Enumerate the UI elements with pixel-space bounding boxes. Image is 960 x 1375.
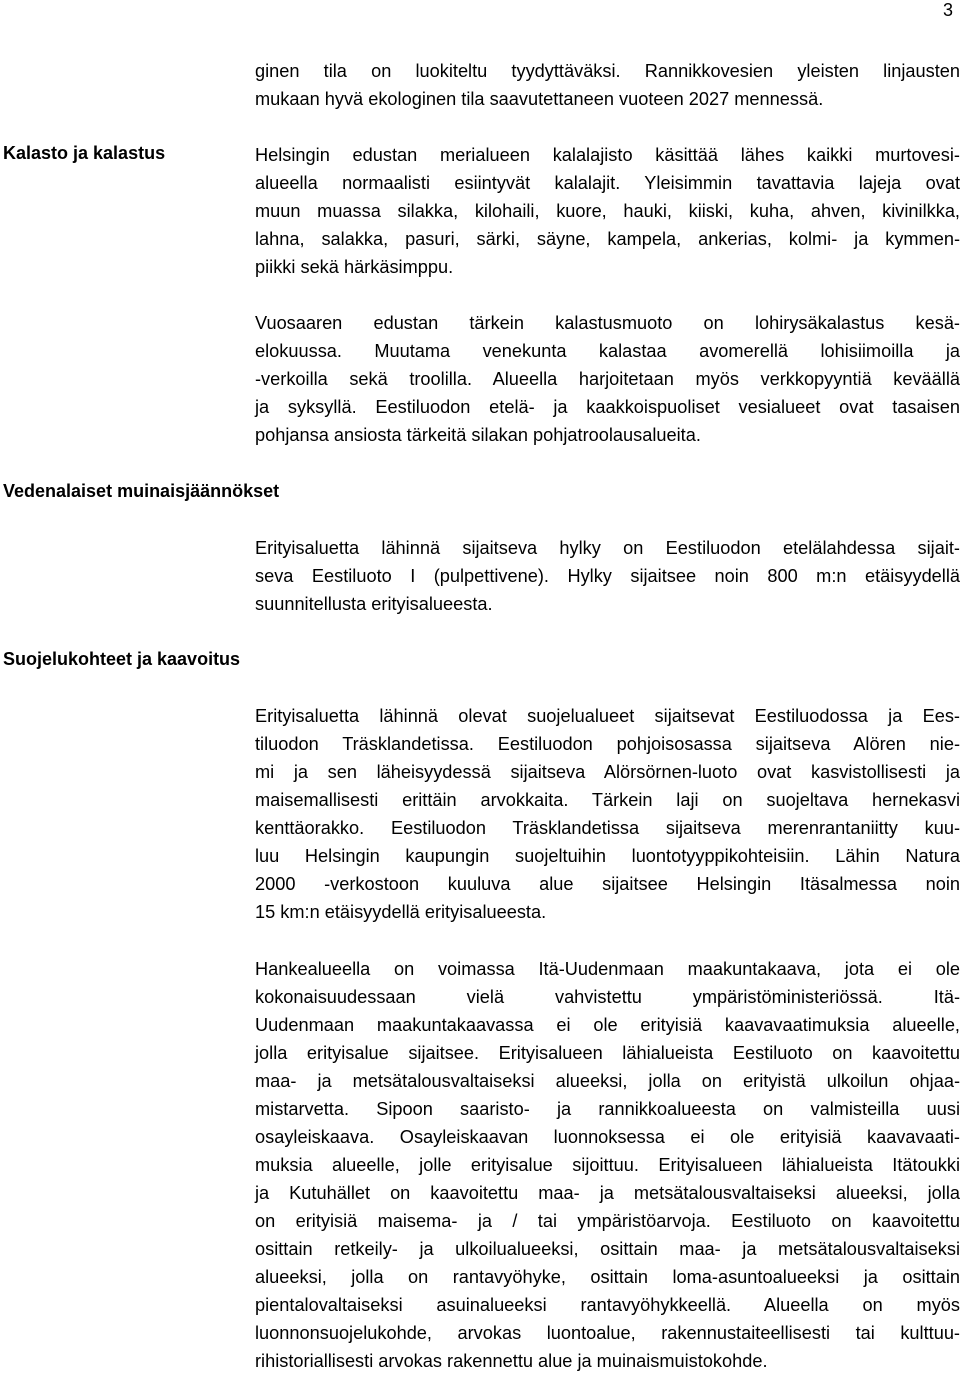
- text-line: piikki sekä härkäsimppu.: [255, 257, 454, 277]
- text-line: seva Eestiluoto I (pulpettivene). Hylky sijaitsee noin 800 m:n etäisyydellä: [255, 566, 960, 586]
- text-line: luu Helsingin kaupungin suojeltuihin luontotyyppikohteisiin. Lähin Natura: [255, 846, 960, 866]
- text-line: Erityisaluetta lähinnä olevat suojelualueet sijaitsevat Eestiluodossa ja Ees-: [255, 706, 960, 726]
- text-line: jolla erityisalue sijaitsee. Erityisalueen lähialueista Eestiluoto on kaavoitettu: [255, 1043, 960, 1063]
- text-line: suunnitellusta erityisalueesta.: [255, 594, 493, 614]
- text-line: maa- ja metsätalousvaltaiseksi alueeksi, jolla on erityistä ulkoilun ohjaa-: [255, 1071, 960, 1091]
- text-line: mi ja sen läheisyydessä sijaitseva Alörsörnen-luoto ovat kasvistollisesti ja: [255, 762, 960, 782]
- text-line: kokonaisuudessaan vielä vahvistettu ympäristöministeriössä. Itä-: [255, 987, 960, 1007]
- text-line: lahna, salakka, pasuri, särki, säyne, kampela, ankerias, kolmi- ja kymmen-: [255, 229, 960, 249]
- text-line: elokuussa. Muutama venekunta kalastaa avomerellä lohisiimoilla ja: [255, 341, 960, 361]
- text-line: on erityisiä maisema- ja / tai ympäristöarvoja. Eestiluoto on kaavoitettu: [255, 1211, 960, 1231]
- text-line: rihistoriallisesti arvokas rakennettu alue ja muinaismuistokohde.: [255, 1351, 768, 1371]
- text-line: tiluodon Träsklandetissa. Eestiluodon pohjoisosassa sijaitseva Alören nie-: [255, 734, 960, 754]
- text-line: Uudenmaan maakuntakaavassa ei ole erityisiä kaavavaatimuksia alueelle,: [255, 1015, 960, 1035]
- text-line: ja syksyllä. Eestiluodon etelä- ja kaakkoispuoliset vesialueet ovat tasaisen: [255, 397, 960, 417]
- text-line: Helsingin edustan merialueen kalalajisto käsittää lähes kaikki murtovesi-: [255, 145, 960, 165]
- text-line: maisemallisesti erittäin arvokkaita. Tärkein laji on suojeltava hernekasvi: [255, 790, 960, 810]
- heading-kalasto: Kalasto ja kalastus: [3, 143, 166, 163]
- text-line: ginen tila on luokiteltu tyydyttäväksi. Rannikkovesien yleisten linjausten: [255, 61, 960, 81]
- text-line: osittain retkeily- ja ulkoilualueeksi, osittain maa- ja metsätalousvaltaiseksi: [255, 1239, 960, 1259]
- text-line: 2000 -verkostoon kuuluva alue sijaitsee Helsingin Itäsalmessa noin: [255, 874, 960, 894]
- text-line: -verkoilla sekä troolilla. Alueella harjoitetaan myös verkkopyyntiä keväällä: [255, 369, 960, 389]
- text-line: mistarvetta. Sipoon saaristo- ja rannikkoalueesta on valmisteilla uusi: [255, 1099, 960, 1119]
- text-line: alueeksi, jolla on rantavyöhyke, osittain loma-asuntoalueeksi ja osittain: [255, 1267, 960, 1287]
- text-line: osayleiskaava. Osayleiskaavan luonnoksessa ei ole erityisiä kaavavaati-: [255, 1127, 960, 1147]
- text-line: ja Kutuhället on kaavoitettu maa- ja metsätalousvaltaiseksi alueeksi, jolla: [255, 1183, 960, 1203]
- text-line: muksia alueelle, jolle erityisalue sijoittuu. Erityisalueen lähialueista Itätoukki: [255, 1155, 960, 1175]
- text-line: 15 km:n etäisyydellä erityisalueesta.: [255, 902, 547, 922]
- text-line: Vuosaaren edustan tärkein kalastusmuoto on lohirysäkalastus kesä-: [255, 313, 960, 333]
- text-line: Erityisaluetta lähinnä sijaitseva hylky on Eestiluodon etelälahdessa sijait-: [255, 538, 960, 558]
- text-line: luonnonsuojelukohde, arvokas luontoalue, rakennustaiteellisesti tai kulttuu-: [255, 1323, 960, 1343]
- page-number: 3: [942, 0, 953, 20]
- heading-suojelukohteet: Suojelukohteet ja kaavoitus: [3, 649, 241, 669]
- text-line: alueella normaalisti esiintyvät kalalajit. Yleisimmin tavattavia lajeja ovat: [255, 173, 960, 193]
- heading-muinaisjaannokset: Vedenalaiset muinaisjäännökset: [3, 481, 280, 501]
- text-line: Hankealueella on voimassa Itä-Uudenmaan maakuntakaava, jota ei ole: [255, 959, 960, 979]
- text-line: pohjansa ansiosta tärkeitä silakan pohjatroolausalueita.: [255, 425, 701, 445]
- text-line: mukaan hyvä ekologinen tila saavutettaneen vuoteen 2027 mennessä.: [255, 89, 824, 109]
- text-line: pientalovaltaiseksi asuinalueeksi rantavyöhykkeellä. Alueella on myös: [255, 1295, 960, 1315]
- text-line: muun muassa silakka, kilohaili, kuore, hauki, kiiski, kuha, ahven, kivinilkka,: [255, 201, 960, 221]
- text-line: kenttäorakko. Eestiluodon Träsklandetissa sijaitseva merenrantaniitty kuu-: [255, 818, 960, 838]
